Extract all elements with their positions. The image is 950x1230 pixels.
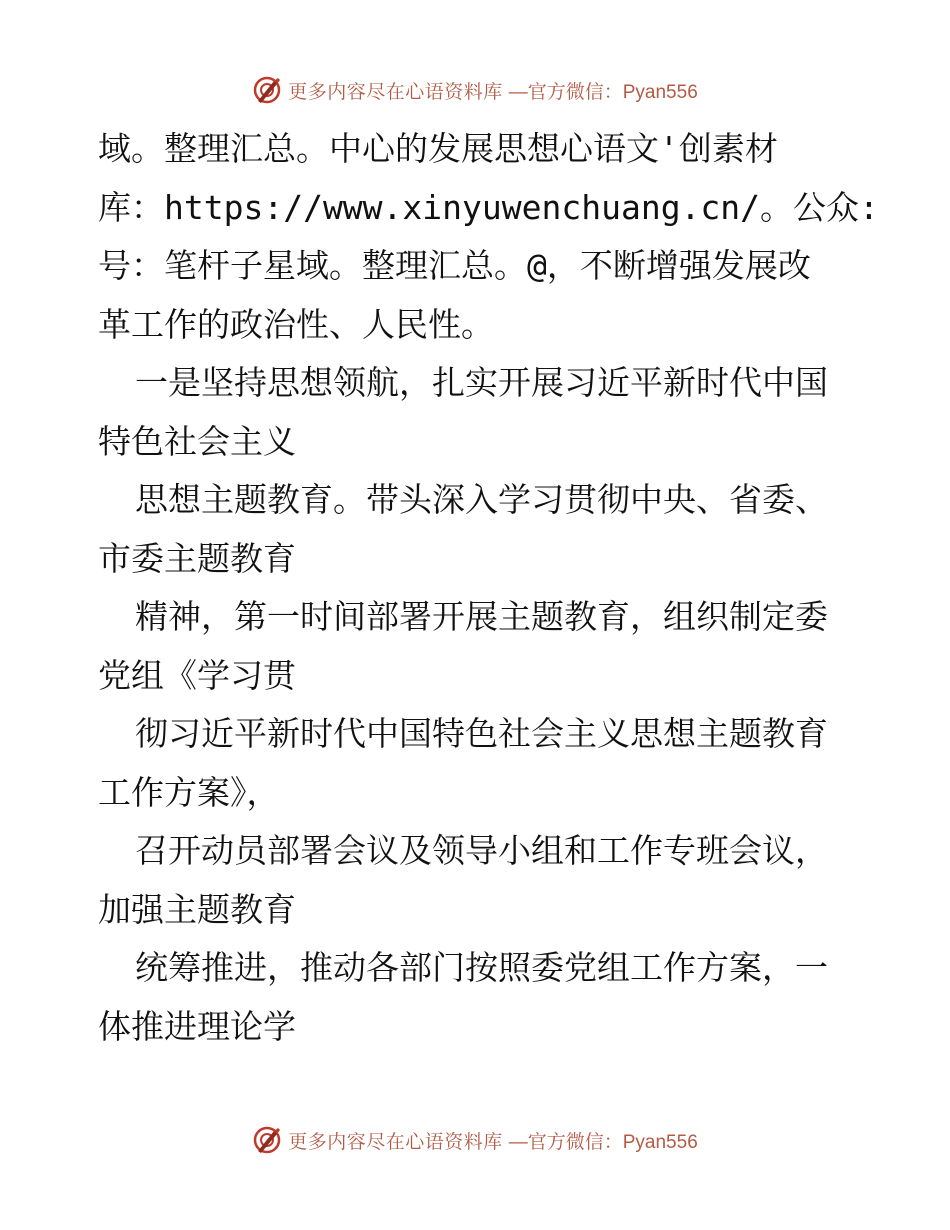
banner-wechat: —官方微信：Pyan556 (508, 1131, 698, 1153)
text-line: 体推进理论学 (98, 1006, 296, 1046)
text-line: 工作方案》， (98, 772, 280, 812)
banner-title: 更多内容尽在心语资料库 (288, 80, 503, 103)
footer-banner (0, 1123, 950, 1157)
text-line: 统筹推进，推动各部门按照委党组工作方案，一 (135, 948, 828, 987)
text-line: 域。整理汇总。中心的发展思想心语文'创素材 (98, 129, 778, 168)
text-line: 革工作的政治性、人民性。 (98, 304, 494, 344)
text-line: 党组《学习贯 (98, 655, 296, 695)
banner-title: 更多内容尽在心语资料库 (288, 1130, 503, 1153)
text-line: 召开动员部署会议及领导小组和工作专班会议， (135, 831, 828, 870)
text-line: 库：https://www.xinyuwenchuang.cn/。公众: (98, 187, 879, 227)
header-banner (0, 73, 950, 107)
text-line: 精神，第一时间部署开展主题教育，组织制定委 (135, 597, 828, 636)
text-line: 彻习近平新时代中国特色社会主义思想主题教育 (135, 714, 828, 753)
text-line: 思想主题教育。带头深入学习贯彻中央、省委、 (135, 480, 828, 519)
pen-logo-icon (252, 1125, 282, 1155)
text-line: 一是坚持思想领航，扎实开展习近平新时代中国 (135, 363, 828, 402)
text-line: 特色社会主义 (98, 421, 296, 461)
pen-logo-icon (252, 75, 282, 105)
body-text (98, 120, 879, 1056)
text-line: 号：笔杆子星域。整理汇总。@，不断增强发展改 (98, 246, 811, 285)
text-line: 加强主题教育 (98, 889, 296, 929)
text-line: 市委主题教育 (98, 538, 296, 578)
banner-wechat: —官方微信：Pyan556 (508, 81, 698, 103)
